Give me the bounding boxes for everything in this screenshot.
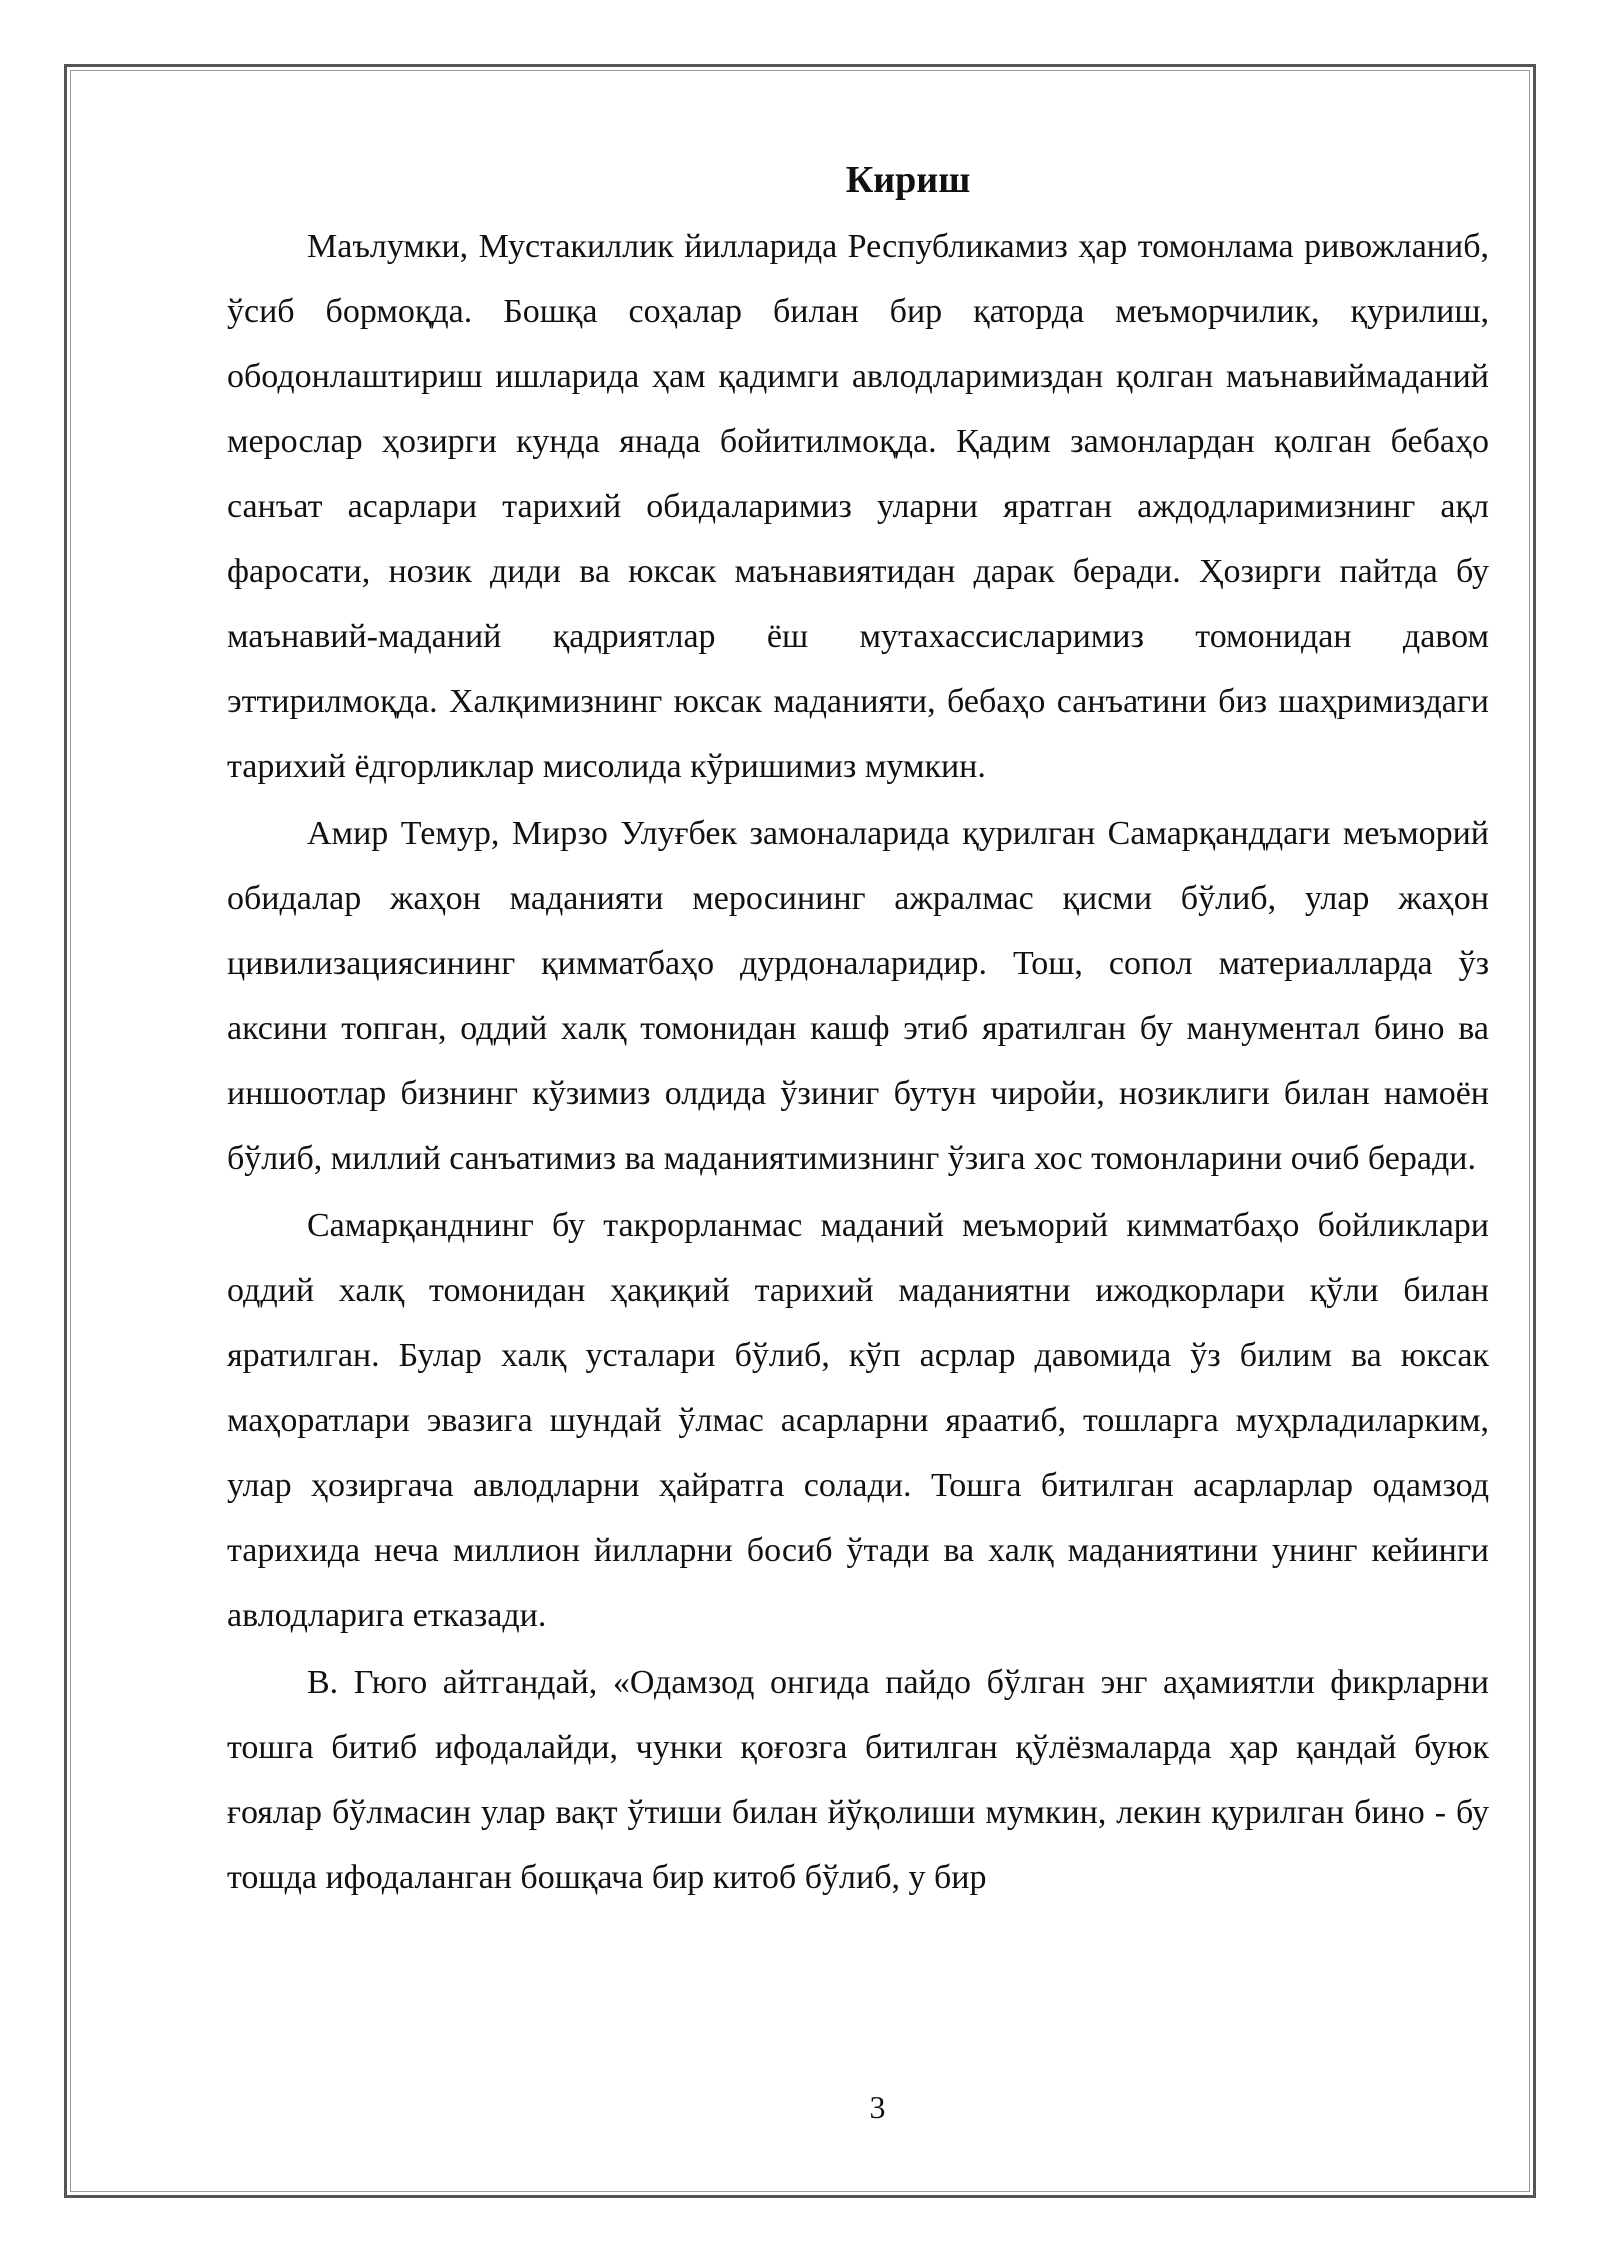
- paragraph-3: Самарқанднинг бу такрорланмас маданий меъморий кимматбаҳо бойликлари оддий халқ томонидан ҳақиқий тарихий маданиятни ижодкорлари қўли билан яратилган. Булар халқ усталари бўлиб, кўп асрлар давомида ўз билим ва юксак маҳоратлари эвазига шундай ўлмас асарларни яраатиб, тошларга муҳрладиларким, улар ҳозиргача авлодларни ҳайратга солади. Тошга битилган асарларлар одамзод тарихида неча миллион йилларни босиб ўтади ва халқ маданиятини унинг кейинги авлодларига етказади.: [227, 1207, 1489, 1634]
- paragraph-4: В. Гюго айтгандай, «Одамзод онгида пайдо бўлган энг аҳамиятли фикрларни тошга битиб ифодалайди, чунки қоғозга битилган қўлёзмаларда ҳар қандай буюк ғоялар бўлмасин улар вақт ўтиши билан йўқолиши мумкин, лекин қурилган бино - бу тошда ифодаланган бошқача бир китоб бўлиб, у бир: [227, 1664, 1489, 1896]
- page-number: 3: [869, 2089, 886, 2125]
- paragraph-1: Маълумки, Мустакиллик йилларида Республикамиз ҳар томонлама ривожланиб, ўсиб бормоқда. Бошқа соҳалар билан бир қаторда меъморчилик, қурилиш, ободонлаштириш ишларида ҳам қадимги авлодларимиздан қолган маънавиймаданий мерослар ҳозирги кунда янада бойитилмоқда. Қадим замонлардан қолган бебаҳо санъат асарлари тарихий обидаларимиз уларни яратган аждодларимизнинг ақл фаросати, нозик диди ва юксак маънавиятидан дарак беради. Ҳозирги пайтда бу маънавий-маданий қадриятлар ёш мутахассисларимиз томонидан давом эттирилмоқда. Халқимизнинг юксак маданияти, бебаҳо санъатини биз шаҳримиздаги тарихий ёдгорликлар мисолида кўришимиз мумкин.: [227, 228, 1489, 785]
- page-content: [227, 150, 1489, 1912]
- paragraph-2: Амир Темур, Мирзо Улуғбек замоналарида қурилган Самарқанддаги меъморий обидалар жаҳон маданияти меросининг ажралмас қисми бўлиб, улар жаҳон цивилизациясининг қимматбаҳо дурдоналаридир. Тош, сопол материалларда ўз аксини топган, оддий халқ томонидан кашф этиб яратилган бу манументал бино ва иншоотлар бизнинг кўзимиз олдида ўзиниг бутун чиройи, нозиклиги билан намоён бўлиб, миллий санъатимиз ва маданиятимизнинг ўзига хос томонларини очиб беради.: [227, 815, 1489, 1177]
- page-title: Кириш: [845, 159, 971, 201]
